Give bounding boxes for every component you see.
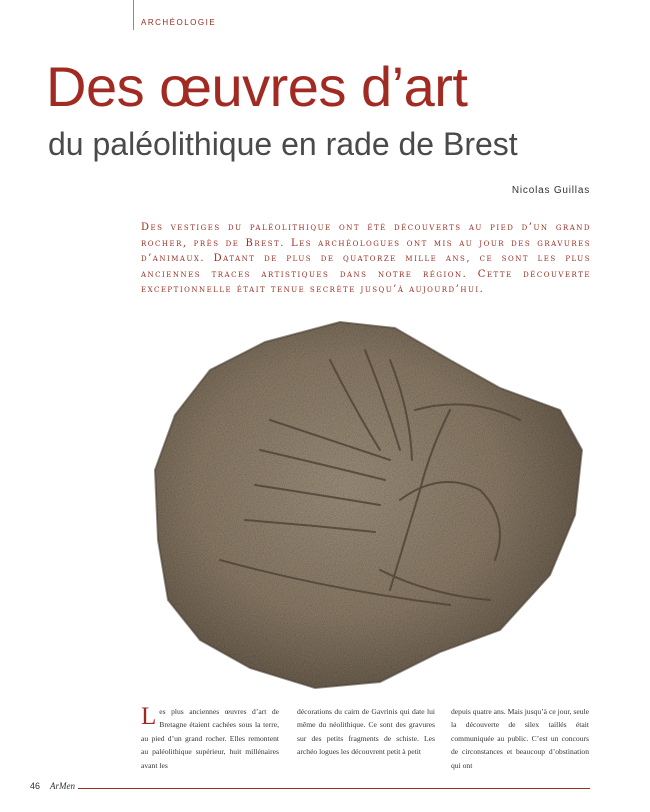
body-column-1-text: es plus anciennes œuvres d’art de Bretagne étaient cachées sous la terre, au pied d’un grand rocher. Elles remontent au paléolithique supérieur, huit millénaires avant les (141, 707, 279, 770)
page-number: 46 (30, 781, 41, 791)
drop-cap: L (141, 703, 157, 730)
engraved-stone-photo (150, 300, 590, 695)
author-byline: Nicolas Guillas (511, 185, 590, 196)
article-title: Des œuvres d’art (46, 55, 468, 118)
body-column-3: depuis quatre ans. Mais jusqu’à ce jour, seule la découverte de silex taillés était communiquée au public. C’est un concours de circonstances et beaucoup d’obstination qui ont (451, 707, 589, 770)
section-rubric: ARCHÉOLOGIE (141, 18, 217, 27)
article-subtitle: du paléolithique en rade de Brest (48, 126, 518, 162)
stone-shape (155, 322, 582, 688)
body-column-1 (141, 705, 279, 772)
magazine-name: ArMen (47, 781, 78, 791)
lead-paragraph: Des vestiges du paléolithique ont été découverts au pied d’un grand rocher, près de Brest. Les archéologues ont mis au jour des gravures d’animaux. Datant de plus de quatorze mille ans, ce sont les plus anciennes traces artistiques dans notre région. Cette découverte exceptionnelle était tenue secrète jusqu’à aujourd’hui. (141, 222, 591, 295)
footer-rule (62, 788, 590, 789)
rubric-rule (133, 0, 134, 30)
body-column-2: décorations du cairn de Gavrinis qui date lui même du néolithique. Ce sont des gravures sur des petits fragments de schiste. Les archéo logues les découvrent petit à petit (297, 707, 435, 757)
